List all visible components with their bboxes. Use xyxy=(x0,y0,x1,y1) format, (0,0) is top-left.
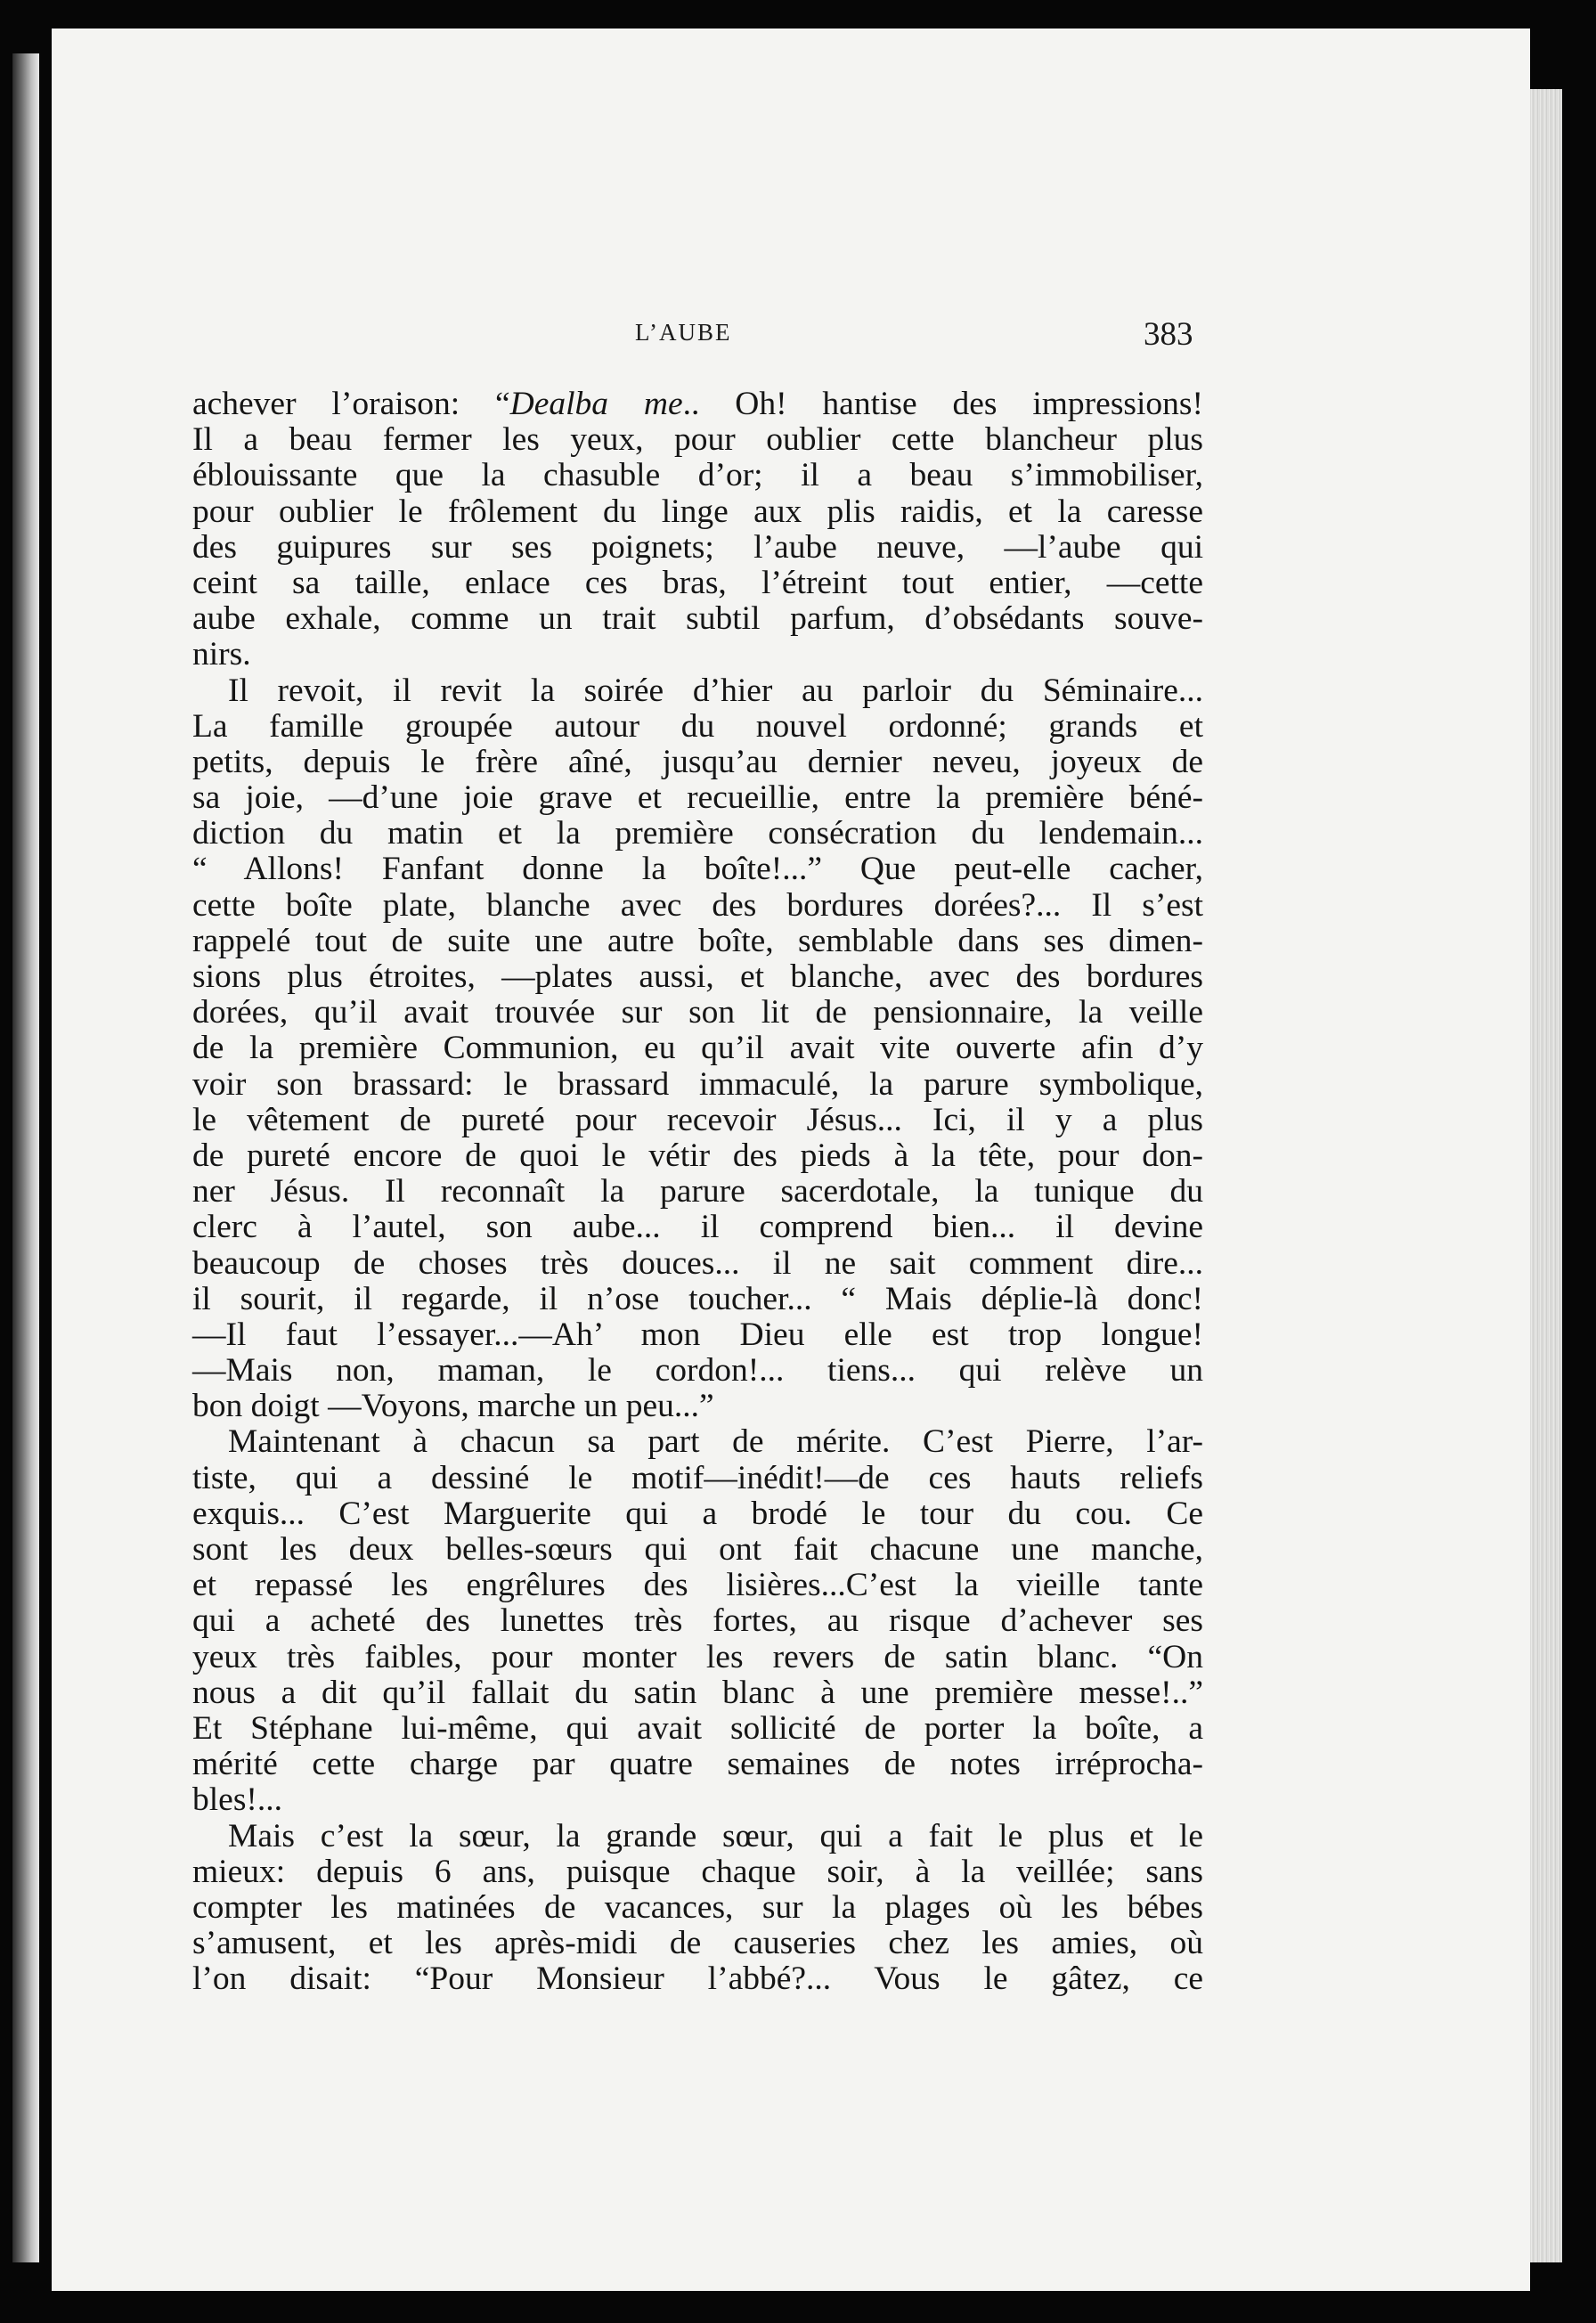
text-line: éblouissante que la chasuble d’or; il a beau s’immobiliser, xyxy=(192,457,1203,494)
book-page xyxy=(52,29,1530,2291)
text-line: Et Stéphane lui-même, qui avait sollicité de porter la boîte, a xyxy=(192,1709,1203,1747)
text-line: tiste, qui a dessiné le motif—inédit!—de ces hauts reliefs xyxy=(192,1459,1203,1496)
text-line: cette boîte plate, blanche avec des bordures dorées?... Il s’est xyxy=(192,886,1203,924)
text-line: pour oublier le frôlement du linge aux plis raidis, et la caresse xyxy=(192,493,1203,530)
text-line: il sourit, il regarde, il n’ose toucher... “ Mais déplie-là donc! xyxy=(192,1280,1203,1317)
body-text xyxy=(192,387,1203,1997)
page-header xyxy=(52,315,1530,360)
text-line: bon doigt —Voyons, marche un peu...” xyxy=(192,1388,714,1425)
text-line: l’on disait: “Pour Monsieur l’abbé?... Vous le gâtez, ce xyxy=(192,1960,1203,1998)
text-line: nous a dit qu’il fallait du satin blanc à une première messe!..” xyxy=(192,1674,1203,1711)
text-line: Maintenant à chacun sa part de mérite. C’est Pierre, l’ar- xyxy=(228,1423,1203,1461)
page-stack-edge xyxy=(1530,89,1562,2262)
text-line: beaucoup de choses très douces... il ne sait comment dire... xyxy=(192,1244,1203,1282)
text-line: bles!... xyxy=(192,1781,283,1819)
text-line: rappelé tout de suite une autre boîte, semblable dans ses dimen- xyxy=(192,922,1203,959)
previous-page-edge xyxy=(12,53,39,2262)
text-line: qui a acheté des lunettes très fortes, au risque d’achever ses xyxy=(192,1602,1203,1640)
text-line: le vêtement de pureté pour recevoir Jésus... Ici, il y a plus xyxy=(192,1101,1203,1138)
text-line: des guipures sur ses poignets; l’aube neuve, —l’aube qui xyxy=(192,528,1203,566)
text-line: de la première Communion, eu qu’il avait vite ouverte afin d’y xyxy=(192,1030,1203,1067)
text-line: La famille groupée autour du nouvel ordonné; grands et xyxy=(192,707,1203,745)
text-line: compter les matinées de vacances, sur la plages où les bébes xyxy=(192,1888,1203,1926)
text-line: —Mais non, maman, le cordon!... tiens... qui relève un xyxy=(192,1352,1203,1390)
text-line: Il a beau fermer les yeux, pour oublier cette blancheur plus xyxy=(192,421,1203,459)
text-line: petits, depuis le frère aîné, jusqu’au dernier neveu, joyeux de xyxy=(192,743,1203,780)
text-line: et repassé les engrêlures des lisières...C’est la vieille tante xyxy=(192,1567,1203,1604)
text-line: Il revoit, il revit la soirée d’hier au parloir du Séminaire... xyxy=(228,672,1203,709)
text-line: clerc à l’autel, son aube... il comprend bien... il devine xyxy=(192,1209,1203,1246)
text-line: ner Jésus. Il reconnaît la parure sacerdotale, la tunique du xyxy=(192,1173,1203,1210)
text-line: de pureté encore de quoi le vétir des pieds à la tête, pour don- xyxy=(192,1137,1203,1174)
text-line: diction du matin et la première consécration du lendemain... xyxy=(192,815,1203,852)
text-line: voir son brassard: le brassard immaculé, la parure symbolique, xyxy=(192,1065,1203,1103)
text-line: sa joie, —d’une joie grave et recueillie, entre la première béné- xyxy=(192,779,1203,817)
text-line: “ Allons! Fanfant donne la boîte!...” Que peut-elle cacher, xyxy=(192,851,1203,888)
text-line: achever l’oraison: “Dealba me.. Oh! hantise des impressions! xyxy=(192,386,1204,422)
text-line: —Il faut l’essayer...—Ah’ mon Dieu elle est trop longue! xyxy=(192,1316,1203,1353)
text-line: dorées, qu’il avait trouvée sur son lit de pensionnaire, la veille xyxy=(192,994,1203,1031)
page-number: 383 xyxy=(1144,316,1193,353)
text-line: mieux: depuis 6 ans, puisque chaque soir, à la veillée; sans xyxy=(192,1853,1203,1890)
text-line: exquis... C’est Marguerite qui a brodé le tour du cou. Ce xyxy=(192,1495,1203,1532)
text-line: sions plus étroites, —plates aussi, et blanche, avec des bordures xyxy=(192,958,1203,995)
text-line: mérité cette charge par quatre semaines de notes irréprocha- xyxy=(192,1746,1203,1783)
text-line: aube exhale, comme un trait subtil parfum, d’obsédants souve- xyxy=(192,600,1203,638)
text-line: s’amusent, et les après-midi de causeries chez les amies, où xyxy=(192,1925,1203,1962)
running-head: L’AUBE xyxy=(635,319,732,346)
text-line: ceint sa taille, enlace ces bras, l’étreint tout entier, —cette xyxy=(192,564,1203,601)
text-line: nirs. xyxy=(192,636,251,673)
text-line: Mais c’est la sœur, la grande sœur, qui a fait le plus et le xyxy=(228,1817,1203,1854)
text-line: sont les deux belles-sœurs qui ont fait chacune une manche, xyxy=(192,1531,1203,1568)
text-line: yeux très faibles, pour monter les revers de satin blanc. “On xyxy=(192,1638,1203,1675)
latin-phrase: Dealba me xyxy=(509,386,683,422)
